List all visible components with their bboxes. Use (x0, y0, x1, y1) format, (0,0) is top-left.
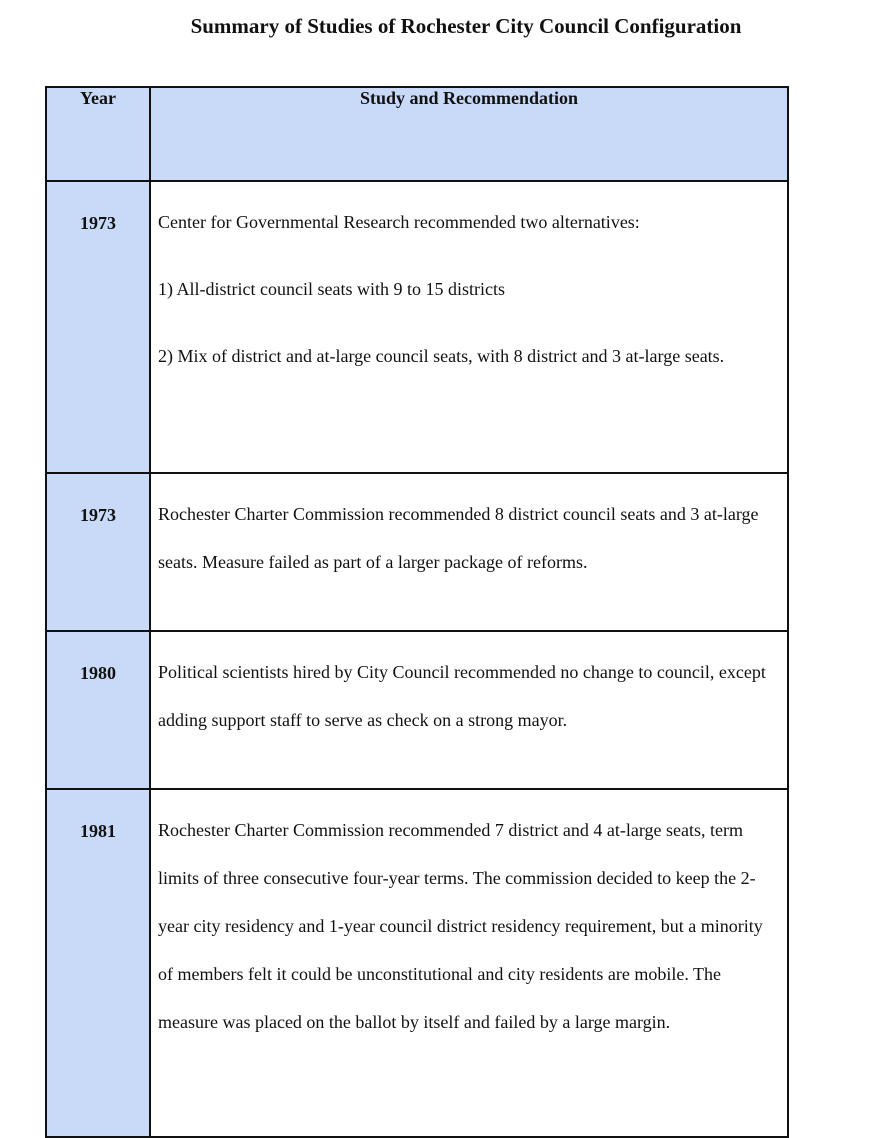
year-value: 1980 (80, 663, 116, 683)
year-cell (46, 181, 150, 473)
year-value: 1981 (80, 821, 116, 841)
document-title: Summary of Studies of Rochester City Council Configuration (190, 14, 742, 38)
recommendation-text: Rochester Charter Commission recommended 8 district council seats and 3 at-large seats. Measure failed as part of a larger package of reforms. (158, 504, 759, 572)
recommendation-cell (150, 473, 788, 631)
recommendation-cell (150, 789, 788, 1137)
recommendation-cell (150, 631, 788, 789)
recommendation-text: Center for Governmental Research recommended two alternatives: (158, 212, 640, 232)
recommendation-text: 2) Mix of district and at-large council seats, with 8 district and 3 at-large seats. (158, 346, 725, 366)
recommendation-cell (150, 181, 788, 473)
studies-table (45, 86, 789, 1138)
table-header-row (46, 87, 788, 181)
table-row (46, 631, 788, 789)
year-cell (46, 789, 150, 1137)
table-row (46, 181, 788, 473)
header-recommendation: Study and Recommendation (150, 87, 788, 181)
recommendation-text: Rochester Charter Commission recommended 7 district and 4 at-large seats, term limits of three consecutive four-year terms. The commission decided to keep the 2-year city residency and 1-year council district residency requirement, but a minority of members felt it could be unconstitutional and city residents are mobile. The measure was placed on the ballot by itself and failed by a large margin. (158, 820, 763, 1032)
year-value: 1973 (80, 505, 116, 525)
year-cell (46, 473, 150, 631)
table-row (46, 473, 788, 631)
recommendation-text: 1) All-district council seats with 9 to 15 districts (158, 279, 505, 299)
year-value: 1973 (80, 213, 116, 233)
header-year: Year (46, 87, 150, 181)
table-row (46, 789, 788, 1137)
year-cell (46, 631, 150, 789)
recommendation-text: Political scientists hired by City Council recommended no change to council, except adding support staff to serve as check on a strong mayor. (158, 662, 766, 730)
